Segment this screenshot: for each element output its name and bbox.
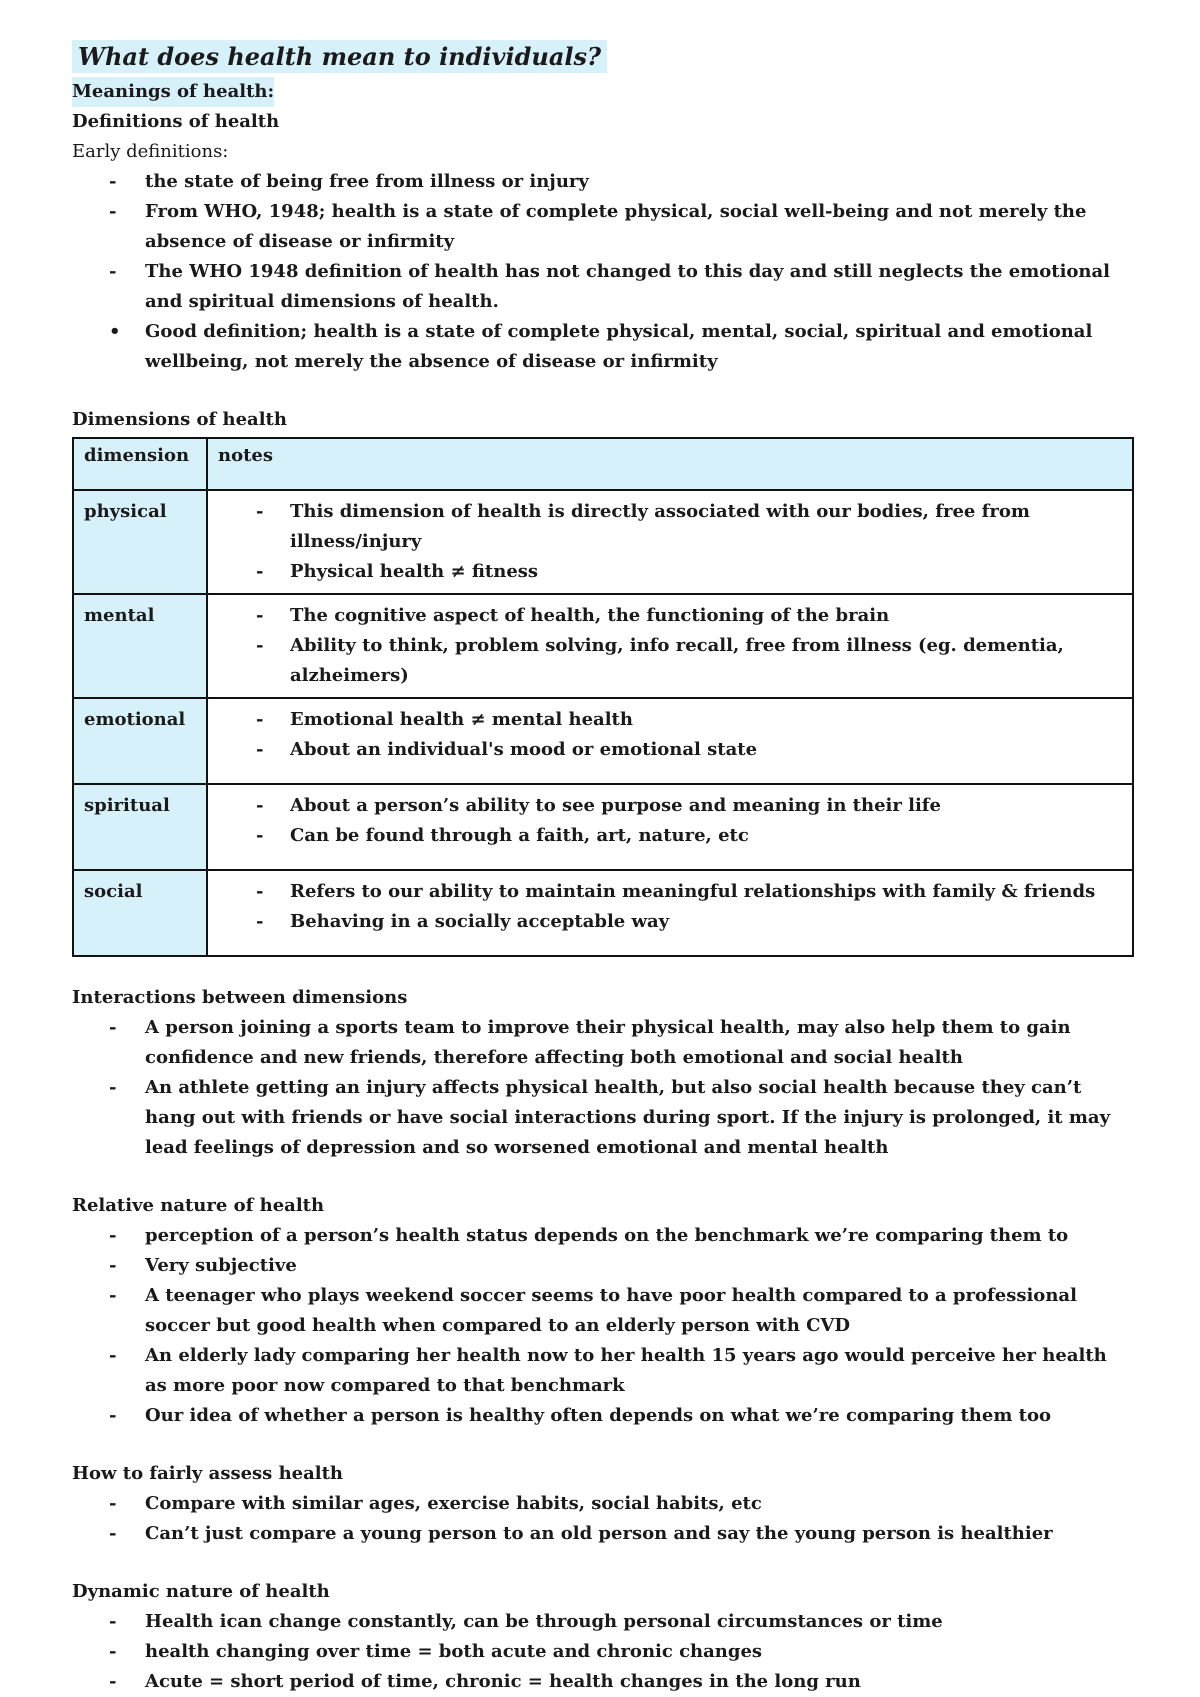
note-item: - About an individual's mood or emotional state xyxy=(256,739,758,760)
table-row xyxy=(73,870,1133,956)
notes-cell xyxy=(207,490,1133,594)
note-item: - Ability to think, problem solving, info recall, free from illness (eg. dementia, alzheimers) xyxy=(256,635,1064,686)
definitions-heading: Definitions of health xyxy=(72,111,280,132)
note-item: - Behaving in a socially acceptable way xyxy=(256,911,670,932)
list-item: - Compare with similar ages, exercise habits, social habits, etc xyxy=(109,1493,762,1514)
relative-heading: Relative nature of health xyxy=(72,1195,325,1216)
list-item: - Very subjective xyxy=(109,1255,297,1276)
dimension-cell: emotional xyxy=(73,698,207,784)
list-item: - A person joining a sports team to improve their physical health, may also help them to gain confidence and new friends, therefore affecting both emotional and social health xyxy=(109,1017,1071,1068)
page-title: What does health mean to individuals? xyxy=(72,40,607,73)
notes-cell xyxy=(207,698,1133,784)
table-row xyxy=(73,784,1133,870)
dimensions-heading: Dimensions of health xyxy=(72,409,287,430)
dimensions-table xyxy=(72,437,1134,957)
early-definitions-list xyxy=(72,167,1132,377)
assess-heading: How to fairly assess health xyxy=(72,1463,344,1484)
note-item: - Emotional health ≠ mental health xyxy=(256,709,633,730)
notes-cell xyxy=(207,784,1133,870)
table-header-row xyxy=(73,438,1133,490)
note-item: - About a person’s ability to see purpose and meaning in their life xyxy=(256,795,941,816)
list-item: - From WHO, 1948; health is a state of complete physical, social well-being and not merely the absence of disease or infirmity xyxy=(109,201,1087,252)
list-item: - the state of being free from illness or injury xyxy=(109,171,589,192)
note-item: - The cognitive aspect of health, the functioning of the brain xyxy=(256,605,890,626)
note-item: - Refers to our ability to maintain meaningful relationships with family & friends xyxy=(256,881,1096,902)
interactions-heading: Interactions between dimensions xyxy=(72,987,408,1008)
list-item: - An athlete getting an injury affects physical health, but also social health because they can’t hang out with friends or have social interactions during sport. If the injury is prolonged, it may lead feelings of depression and so worsened emotional and mental health xyxy=(109,1077,1111,1158)
dimension-cell: mental xyxy=(73,594,207,698)
list-item: - An elderly lady comparing her health now to her health 15 years ago would perceive her health as more poor now compared to that benchmark xyxy=(109,1345,1107,1396)
table-row xyxy=(73,490,1133,594)
column-header-notes: notes xyxy=(207,438,1133,490)
document-page xyxy=(72,40,1132,1697)
list-item: - Our idea of whether a person is healthy often depends on what we’re comparing them too xyxy=(109,1405,1051,1426)
column-header-dimension: dimension xyxy=(73,438,207,490)
list-item: - Acute = short period of time, chronic = health changes in the long run xyxy=(109,1671,861,1692)
dimension-cell: social xyxy=(73,870,207,956)
notes-cell xyxy=(207,594,1133,698)
dynamic-heading: Dynamic nature of health xyxy=(72,1581,330,1602)
early-definitions-heading: Early definitions: xyxy=(72,141,229,162)
list-item: - health changing over time = both acute and chronic changes xyxy=(109,1641,763,1662)
dimension-cell: spiritual xyxy=(73,784,207,870)
assess-list xyxy=(72,1489,1132,1549)
table-row xyxy=(73,698,1133,784)
relative-list xyxy=(72,1221,1132,1431)
note-item: - This dimension of health is directly associated with our bodies, free from illness/injury xyxy=(256,501,1030,552)
note-item: - Can be found through a faith, art, nature, etc xyxy=(256,825,749,846)
dynamic-list xyxy=(72,1607,1132,1697)
list-item: - The WHO 1948 definition of health has not changed to this day and still neglects the emotional and spiritual dimensions of health. xyxy=(109,261,1111,312)
table-row xyxy=(73,594,1133,698)
list-item: • Good definition; health is a state of complete physical, mental, social, spiritual and emotional wellbeing, not merely the absence of disease or infirmity xyxy=(109,321,1093,372)
list-item: - Can’t just compare a young person to an old person and say the young person is healthier xyxy=(109,1523,1053,1544)
list-item: - A teenager who plays weekend soccer seems to have poor health compared to a professional soccer but good health when compared to an elderly person with CVD xyxy=(109,1285,1077,1336)
meanings-heading: Meanings of health: xyxy=(72,77,274,107)
interactions-list xyxy=(72,1013,1132,1163)
list-item: - Health ican change constantly, can be through personal circumstances or time xyxy=(109,1611,943,1632)
note-item: - Physical health ≠ fitness xyxy=(256,561,539,582)
notes-cell xyxy=(207,870,1133,956)
dimension-cell: physical xyxy=(73,490,207,594)
list-item: - perception of a person’s health status depends on the benchmark we’re comparing them to xyxy=(109,1225,1069,1246)
